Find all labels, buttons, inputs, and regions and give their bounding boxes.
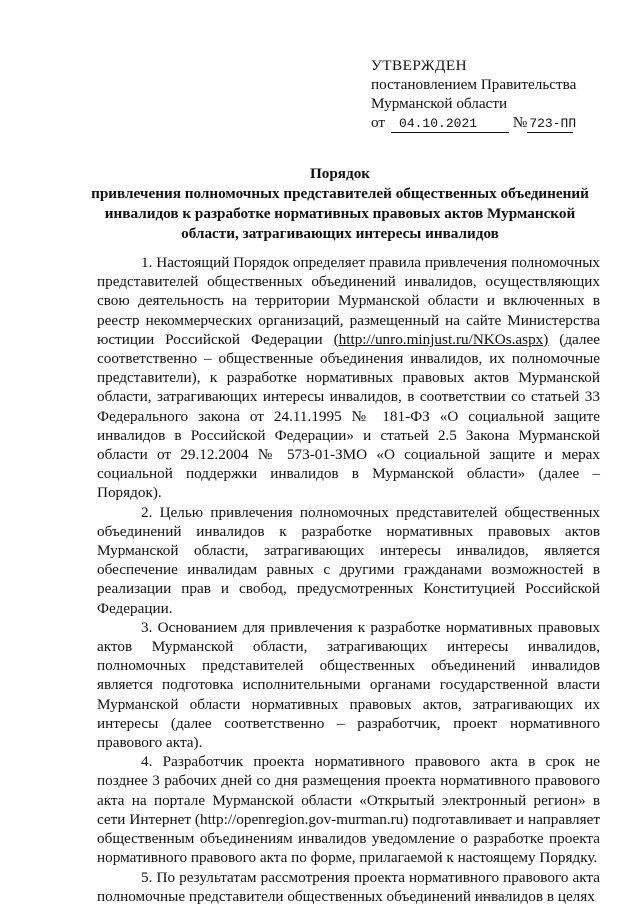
paragraph-4: 4. Разработчик проекта нормативного правового акта в срок не позднее 3 рабочих дней со дня размещения проекта нормативного правового акта на портале Мурманской области «Открытый электронный регион» в сети Интернет (http://openregion.gov-murman.ru) подготавливает и направляет общественным объединениям инвалидов уведомление о разработке проекта нормативного правового акта по форме, прилагаемой к настоящему Порядку. xyxy=(97,753,600,867)
approval-date: 04.10.2021 xyxy=(391,116,509,133)
title-line-4: области, затрагивающих интересы инвалидов xyxy=(181,225,499,242)
paragraph-1-text-a: 1. Настоящий Порядок определяет правила привлечения полномочных представителей общественных объединений инвалидов, осуществляющих свою деятельность на территории Мурманской области и включенных в реестр некоммерческих организаций, размещенный на сайте Министерства юстиции Российской Федерации xyxy=(97,254,600,348)
approval-line-2: Мурманской области xyxy=(371,95,508,112)
approval-number: 723-ПП xyxy=(529,116,577,131)
title-line-3: инвалидов к разработке нормативных правовых актов Мурманской xyxy=(104,205,576,222)
document-title xyxy=(90,164,590,244)
paragraph-2: 2. Целью привлечения полномочных представителей общественных объединений инвалидов к разработке нормативных правовых актов Мурманской области, затрагивающих интересы инвалидов, является обеспечение инвалидам равных с другими гражданами возможностей в реализации прав и свобод, предусмотренных Конституцией Российской Федерации. xyxy=(97,503,600,617)
approval-number-prefix: № xyxy=(512,114,528,131)
paragraph-3: 3. Основанием для привлечения к разработке нормативных правовых актов Мурманской области, затрагивающих интересы инвалидов, полномочных представителей общественных объединений инвалидов является подготовка исполнительными органами государственной власти Мурманской области нормативных правовых актов, затрагивающих их интересы (далее соответственно – разработчик, проект нормативного правового акта). xyxy=(97,618,600,752)
approval-line-1: постановлением Правительства xyxy=(371,76,577,93)
minjust-link[interactable]: (http://unro.minjust.ru/NKOs.aspx) xyxy=(333,330,549,348)
paragraph-1 xyxy=(97,253,600,503)
paragraph-5: 5. По результатам рассмотрения проекта нормативного правового акта полномочные представители общественных объединений инвалидов в целях xyxy=(97,868,600,905)
approval-stamp xyxy=(371,56,621,133)
title-line-1: Порядок xyxy=(309,165,371,182)
paragraph-1-text-b: (далее соответственно – общественные объединения инвалидов, их полномочные представители), к разработке нормативных правовых актов Мурманской области, затрагивающих интересы инвалидов, в соответствии со статьей 33 Федерального закона от 24.11.1995 № 181-ФЗ «О социальной защите инвалидов в Российской Федерации» и статьей 2.5 Закона Мурманской области от 29.12.2004 № 573-01-ЗМО «О социальной защите и мерах социальной поддержки инвалидов в Мурманской области» (далее – Порядок). xyxy=(97,330,600,502)
document-body xyxy=(97,253,600,906)
approval-heading: УТВЕРЖДЕН xyxy=(371,57,468,74)
approval-date-prefix: от xyxy=(371,114,386,131)
page-edge-mark xyxy=(478,896,508,899)
title-line-2: привлечения полномочных представителей общественных объединений xyxy=(91,185,589,202)
approval-date-line xyxy=(371,113,621,133)
